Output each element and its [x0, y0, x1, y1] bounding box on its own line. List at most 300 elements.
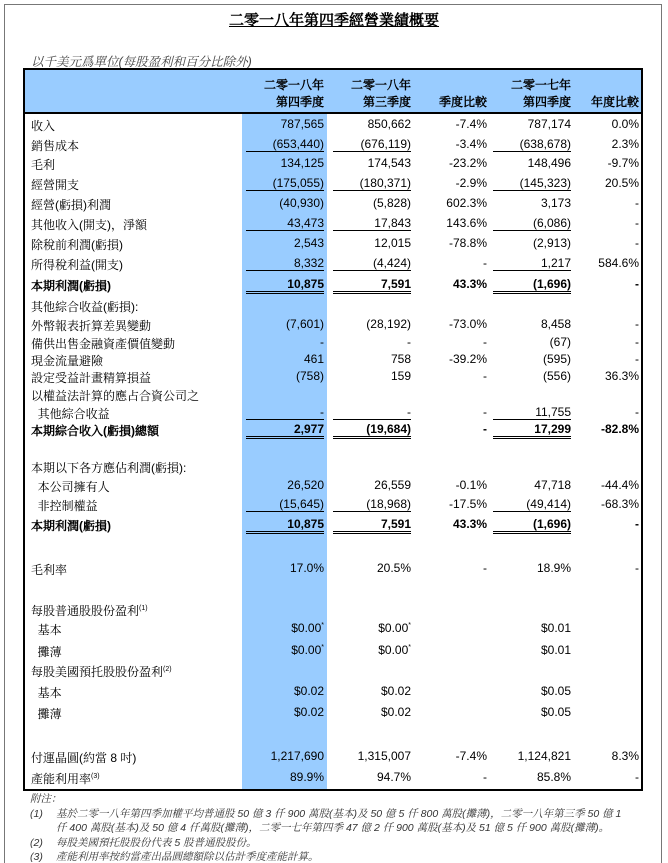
table-row	[25, 438, 641, 456]
cell-value: -	[635, 277, 639, 291]
row-label-text: 基本	[31, 623, 62, 637]
row-label-text: 本期利潤(虧損)	[31, 279, 111, 293]
row-label-text: 經營開支	[31, 178, 80, 192]
cell-value: -82.8%	[600, 422, 639, 436]
cell-value: -39.2%	[448, 352, 487, 366]
cell-c5	[635, 277, 639, 291]
cell-value: -	[635, 216, 639, 230]
cell-c2	[333, 517, 411, 534]
row-label	[31, 298, 138, 315]
cell-value: -	[483, 770, 487, 784]
footnote: (1) 基於二零一八年第四季加權平均普通股 50 億 3 仟 900 萬股(基本)及 50 億 5 仟 800 萬股(攤薄)，二零一八年第三季 50 億 1 仟 400 萬股(基本)及 50 億 4 仟萬股(攤薄)，二零一七年第四季 47 億 2 仟 900 萬股(基本)及 51 億 5 仟 900 萬股(攤薄)。	[30, 807, 622, 834]
cell-value: 47,718	[534, 478, 571, 492]
cell-value: -	[635, 236, 639, 250]
cell-c5	[601, 422, 639, 436]
cell-c3	[449, 156, 487, 170]
cell-c4	[493, 405, 571, 420]
cell-value: (758)	[295, 369, 324, 383]
cell-value: 850,662	[367, 117, 411, 131]
cell-value: -68.3%	[600, 497, 639, 511]
footnote: (3) 產能利用率按約當產出晶圓總額除以估計季度產能計算。	[30, 851, 319, 863]
cell-c2	[333, 405, 411, 420]
cell-value: 2.3%	[611, 137, 639, 151]
cell-value: 602.3%	[446, 196, 487, 210]
cell-value: -	[483, 405, 487, 419]
table-row	[25, 681, 641, 702]
cell-value: 85.8%	[536, 770, 571, 784]
cell-value: (19,684)	[366, 422, 411, 436]
row-label-text: 付運晶圓(約當 8 吋)	[31, 751, 137, 765]
cell-c4	[493, 497, 571, 512]
cell-c3	[449, 497, 487, 511]
cell-c2	[333, 137, 411, 152]
table-row	[25, 173, 641, 193]
cell-value: 89.9%	[289, 770, 324, 784]
row-label-text: 所得稅利益(開支)	[31, 258, 123, 272]
table-row	[25, 723, 641, 746]
cell-c1	[296, 369, 324, 383]
cell-c2	[333, 497, 411, 512]
table-row	[25, 558, 641, 579]
table-row	[25, 349, 641, 366]
cell-c1	[281, 117, 324, 131]
row-label	[31, 602, 148, 619]
cell-c2	[391, 352, 411, 366]
row-label	[31, 216, 147, 233]
cell-c1	[294, 236, 324, 250]
cell-c5	[608, 156, 639, 170]
cell-c2	[378, 643, 411, 657]
cell-value: -0.1%	[455, 478, 487, 492]
cell-value: (7,601)	[285, 317, 324, 331]
cell-value: 787,565	[280, 117, 324, 131]
cell-c3	[446, 196, 487, 210]
cell-value: (145,323)	[519, 176, 571, 190]
cell-value: 1,217,690	[270, 749, 324, 763]
cell-c3	[453, 277, 487, 291]
table-row	[25, 746, 641, 767]
cell-c1	[291, 643, 324, 657]
cell-c4	[537, 770, 571, 784]
table-row	[25, 419, 641, 438]
cell-value: 10,875	[287, 277, 324, 291]
cell-value: (1,696)	[532, 517, 571, 531]
cell-value: (15,645)	[279, 497, 324, 511]
cell-value: (2,913)	[532, 236, 571, 250]
row-label	[31, 256, 123, 273]
cell-value: -44.4%	[600, 478, 639, 492]
cell-c2	[333, 216, 411, 231]
cell-value: 36.3%	[604, 369, 639, 383]
cell-value: -	[483, 561, 487, 575]
cell-c1	[304, 352, 324, 366]
cell-c2	[373, 196, 411, 210]
cell-value: $0.01	[540, 621, 571, 635]
row-label	[31, 517, 111, 534]
row-label	[31, 236, 123, 253]
cell-value: 8,332	[293, 256, 324, 270]
cell-value: -	[635, 517, 639, 531]
table-row	[25, 366, 641, 384]
footnote-star: *	[408, 644, 411, 651]
cell-value: 1,315,007	[357, 749, 411, 763]
row-label	[31, 684, 62, 701]
cell-c2	[333, 176, 411, 191]
table-row	[25, 253, 641, 274]
cell-c1	[246, 277, 324, 294]
cell-value: -7.4%	[455, 117, 487, 131]
cell-c5	[605, 176, 639, 190]
cell-value: $0.02	[293, 684, 324, 698]
footnote-ref: (3)	[91, 773, 100, 780]
cell-value: 12,015	[374, 236, 411, 250]
cell-c5	[635, 770, 639, 784]
table-row	[25, 767, 641, 787]
cell-c3	[483, 561, 487, 575]
footnote-ref: (2)	[163, 666, 172, 673]
cell-c4	[541, 621, 571, 635]
cell-value: 26,520	[287, 478, 324, 492]
cell-c5	[635, 216, 639, 230]
cell-c3	[483, 770, 487, 784]
cell-value: (653,440)	[272, 137, 324, 151]
cell-value: $0.02	[380, 684, 411, 698]
cell-c5	[612, 117, 639, 131]
cell-value: 8,458	[540, 317, 571, 331]
cell-value: 134,125	[280, 156, 324, 170]
cell-c4	[550, 335, 571, 349]
row-label-text: 本期以下各方應佔利潤(虧損):	[31, 461, 187, 475]
cell-value: 2,543	[293, 236, 324, 250]
cell-value: -3.4%	[455, 137, 487, 151]
cell-c2	[381, 684, 411, 698]
cell-value: $0.05	[540, 684, 571, 698]
row-label-text: 毛利率	[31, 563, 68, 577]
cell-value: (1,696)	[532, 277, 571, 291]
table-row	[25, 640, 641, 660]
cell-c1	[291, 621, 324, 635]
cell-c5	[598, 256, 639, 270]
cell-value: -	[407, 335, 411, 349]
cell-c2	[374, 236, 411, 250]
cell-c3	[456, 176, 487, 190]
table-row	[25, 599, 641, 618]
table-row	[25, 402, 641, 419]
cell-value: 1,217	[540, 256, 571, 270]
cell-value: (638,678)	[519, 137, 571, 151]
cell-c1	[246, 256, 324, 271]
cell-c5	[605, 369, 639, 383]
cell-c5	[635, 236, 639, 250]
cell-value: $0.02	[380, 705, 411, 719]
cell-c3	[483, 422, 487, 436]
table-row	[25, 332, 641, 349]
row-label-text: 本公司擁有人	[31, 480, 110, 494]
footnote-star: *	[321, 622, 324, 629]
results-table	[23, 68, 643, 791]
cell-value: -	[320, 405, 324, 419]
cell-c4	[533, 236, 571, 250]
cell-c3	[483, 335, 487, 349]
cell-value: $0.02	[293, 705, 324, 719]
header-q4-2017: 二零一七年 第四季度	[510, 78, 571, 109]
cell-c3	[483, 256, 487, 270]
row-label	[31, 176, 79, 193]
row-label	[31, 749, 136, 766]
cell-value: -73.0%	[448, 317, 487, 331]
cell-c4	[534, 478, 571, 492]
cell-c1	[246, 517, 324, 534]
cell-value: -	[483, 256, 487, 270]
row-label	[31, 770, 100, 787]
cell-value: 758	[390, 352, 411, 366]
cell-value: (4,424)	[372, 256, 411, 270]
cell-c4	[493, 216, 571, 231]
row-label-text: 產能利用率	[31, 772, 92, 786]
row-label-text: 每股普通股股份盈利	[31, 604, 140, 618]
cell-value: -2.9%	[455, 176, 487, 190]
cell-c4	[541, 684, 571, 698]
table-row	[25, 702, 641, 723]
table-row	[25, 494, 641, 514]
cell-value: (676,119)	[360, 137, 411, 151]
cell-c4	[543, 352, 571, 366]
cell-c2	[368, 117, 411, 131]
cell-value: -	[407, 405, 411, 419]
row-label-text: 本期利潤(虧損)	[31, 519, 111, 533]
row-label-text: 毛利	[31, 158, 56, 172]
row-label	[31, 621, 62, 638]
cell-c2	[391, 369, 411, 383]
cell-c5	[635, 561, 639, 575]
row-label-text: 非控制權益	[31, 499, 98, 513]
row-label-text: 其他綜合收益(虧損):	[31, 300, 139, 314]
cell-value: -	[483, 369, 487, 383]
cell-value: 43.3%	[452, 277, 487, 291]
cell-value: 584.6%	[598, 256, 639, 270]
table-row	[25, 114, 641, 134]
row-label-text: 基本	[31, 686, 62, 700]
cell-c5	[635, 405, 639, 419]
cell-c1	[246, 176, 324, 191]
cell-c2	[358, 749, 411, 763]
table-row	[25, 535, 641, 558]
header-q4-2018: 二零一八年 第四季度	[263, 78, 324, 109]
cell-value: (28,192)	[366, 317, 411, 331]
cell-c5	[635, 352, 639, 366]
cell-c2	[368, 156, 411, 170]
cell-value: (6,086)	[532, 216, 571, 230]
cell-c3	[456, 137, 487, 151]
cell-c3	[456, 478, 487, 492]
cell-value: 159	[390, 369, 411, 383]
cell-c1	[279, 196, 324, 210]
row-label-text: 攤薄	[31, 645, 62, 659]
row-label-text: 攤薄	[31, 707, 62, 721]
cell-c4	[493, 176, 571, 191]
cell-c3	[456, 117, 487, 131]
cell-c4	[493, 422, 571, 439]
cell-c2	[333, 277, 411, 294]
cell-c4	[493, 256, 571, 271]
cell-value: -	[635, 405, 639, 419]
cell-value: 174,543	[367, 156, 411, 170]
row-label-text: 除稅前利潤(虧損)	[31, 238, 123, 252]
cell-c1	[271, 749, 324, 763]
row-label	[31, 561, 67, 578]
cell-value: 10,875	[287, 517, 324, 531]
row-label	[31, 478, 110, 495]
cell-c5	[612, 749, 639, 763]
cell-value: 20.5%	[376, 561, 411, 575]
cell-c4	[541, 705, 571, 719]
row-label	[31, 117, 55, 134]
cell-value: 8.3%	[611, 749, 639, 763]
row-label	[31, 705, 62, 722]
table-row	[25, 660, 641, 681]
cell-c1	[246, 137, 324, 152]
cell-value: 0.0%	[611, 117, 639, 131]
cell-c5	[612, 137, 639, 151]
cell-value: -	[635, 196, 639, 210]
cell-c1	[246, 497, 324, 512]
cell-value: -	[483, 335, 487, 349]
row-label-text: 現金流量避險	[31, 354, 104, 368]
cell-value: -	[635, 317, 639, 331]
cell-c1	[246, 405, 324, 420]
cell-c4	[528, 117, 571, 131]
unit-note: 以千美元爲單位(每股盈利和百分比除外)	[31, 55, 252, 69]
cell-c1	[294, 705, 324, 719]
cell-c5	[601, 497, 639, 511]
cell-c2	[366, 317, 411, 331]
cell-value: -	[635, 770, 639, 784]
cell-value: (180,371)	[359, 176, 411, 190]
cell-value: 20.5%	[604, 176, 639, 190]
cell-value: (49,414)	[526, 497, 571, 511]
cell-value: (5,828)	[372, 196, 411, 210]
cell-value: -78.8%	[448, 236, 487, 250]
row-label	[31, 643, 62, 660]
row-label	[31, 663, 172, 680]
cell-c2	[381, 705, 411, 719]
cell-c4	[493, 137, 571, 152]
cell-c3	[449, 317, 487, 331]
table-row	[25, 295, 641, 314]
cell-c2	[378, 621, 411, 635]
cell-c4	[537, 561, 571, 575]
row-label-text: 經營(虧損)利潤	[31, 198, 111, 212]
footnotes	[30, 792, 626, 863]
cell-c4	[541, 196, 571, 210]
row-label	[31, 459, 186, 476]
cell-c4	[541, 317, 571, 331]
cell-c1	[246, 216, 324, 231]
row-label-text: 備供出售金融資產價值變動	[31, 337, 176, 351]
row-label	[31, 277, 111, 294]
cell-value: 43.3%	[452, 517, 487, 531]
cell-value: $0.00	[378, 643, 409, 657]
table-row	[25, 193, 641, 213]
cell-c3	[453, 517, 487, 531]
cell-c3	[456, 749, 487, 763]
cell-c1	[246, 422, 324, 439]
footnote: (2) 每股美國預托股股份代表 5 股普通股股份。	[30, 836, 257, 849]
row-label-text: 外幣報表折算差異變動	[31, 319, 152, 333]
cell-c4	[528, 156, 571, 170]
cell-value: $0.00	[378, 621, 409, 635]
cell-c3	[449, 236, 487, 250]
table-row	[25, 314, 641, 332]
cell-value: 17,299	[534, 422, 571, 436]
cell-c2	[377, 770, 411, 784]
cell-c3	[449, 352, 487, 366]
cell-value: 787,174	[527, 117, 571, 131]
cell-value: 3,173	[540, 196, 571, 210]
cell-c5	[635, 317, 639, 331]
row-label-text: 銷售成本	[31, 139, 80, 153]
notes-heading: 附注：	[30, 793, 62, 805]
header-q3-2018: 二零一八年 第三季度	[350, 78, 411, 109]
cell-value: -17.5%	[448, 497, 487, 511]
cell-value: 7,591	[380, 277, 411, 291]
cell-c5	[635, 335, 639, 349]
table-row	[25, 475, 641, 494]
cell-c1	[286, 317, 324, 331]
cell-value: 461	[303, 352, 324, 366]
row-label-text: 以權益法計算的應占合資公司之	[31, 389, 200, 403]
cell-c4	[518, 749, 571, 763]
cell-value: 143.6%	[446, 216, 487, 230]
row-label	[31, 422, 159, 439]
table-row	[25, 233, 641, 253]
cell-c1	[281, 156, 324, 170]
table-row	[25, 274, 641, 295]
cell-c1	[290, 561, 324, 575]
row-label-text: 本期綜合收入(虧損)總額	[31, 424, 159, 438]
table-row	[25, 384, 641, 402]
cell-value: -	[483, 422, 487, 436]
cell-value: $0.00	[291, 621, 322, 635]
row-label	[31, 156, 55, 173]
cell-value: (40,930)	[279, 196, 324, 210]
table-row	[25, 153, 641, 173]
row-label	[31, 137, 79, 154]
cell-c2	[374, 478, 411, 492]
table-row	[25, 456, 641, 475]
cell-value: $0.01	[540, 643, 571, 657]
cell-value: -	[635, 335, 639, 349]
table-body	[25, 114, 641, 787]
cell-value: (595)	[542, 352, 571, 366]
table-row	[25, 213, 641, 233]
cell-c4	[543, 369, 571, 383]
cell-c3	[446, 216, 487, 230]
cell-value: -9.7%	[607, 156, 639, 170]
table-row	[25, 514, 641, 535]
cell-value: (18,968)	[366, 497, 411, 511]
cell-value: -23.2%	[448, 156, 487, 170]
cell-c1	[294, 684, 324, 698]
cell-c3	[483, 405, 487, 419]
cell-value: -	[320, 335, 324, 349]
row-label-text: 其他收入(開支)，淨額	[31, 218, 147, 232]
row-label-text: 每股美國預托股股份盈利	[31, 665, 164, 679]
row-label-text: 收入	[31, 119, 56, 133]
cell-value: -	[635, 561, 639, 575]
header-qoq: 季度比較	[438, 95, 487, 109]
cell-value: (556)	[542, 369, 571, 383]
